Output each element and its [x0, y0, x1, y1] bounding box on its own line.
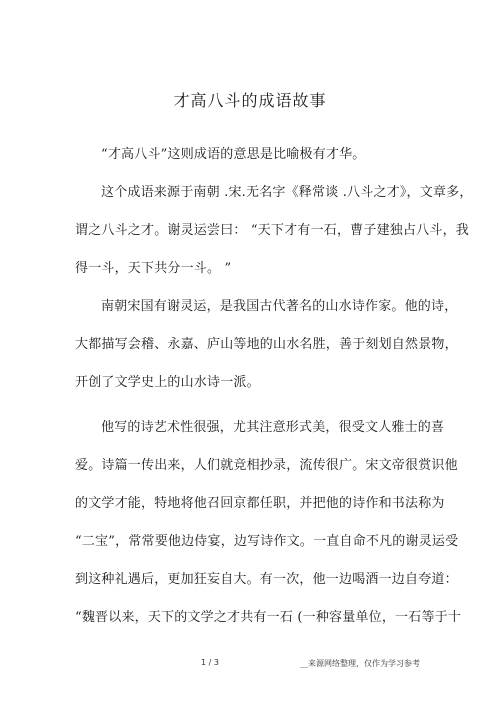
- body-line: 爱。诗篇一传出来，人们就竞相抄录，流传很广。宋文帝很赏识他: [75, 458, 458, 473]
- body-line: 他写的诗艺术性很强，尤其注意形式美，很受文人雅士的喜: [101, 420, 445, 435]
- body-line: 开创了文学史上的山水诗一派。: [75, 375, 260, 390]
- body-line: 到这种礼遇后，更加狂妄自大。有一次，他一边喝酒一边自夸道：: [75, 572, 458, 587]
- body-line: 得一斗，天下共分一斗。 ”: [75, 261, 232, 276]
- body-line: 南朝宋国有谢灵运，是我国古代著名的山水诗作家。他的诗，: [101, 299, 458, 314]
- body-line: “才高八斗”这则成语的意思是比喻极有才华。: [101, 147, 366, 162]
- body-line: “魏晋以来，天下的文学之才共有一石 (一种容量单位，一石等于十: [75, 610, 462, 625]
- body-line: 的文学才能，特地将他召回京都任职，并把他的诗作和书法称为: [75, 496, 445, 511]
- body-line: 这个成语来源于南朝 .宋.无名字《释常谈 .八斗之才》，文章多，: [101, 185, 473, 200]
- body-line: 谓之八斗之才。谢灵运尝曰： “天下才有一石，曹子建独占八斗，我: [75, 223, 469, 238]
- body-line: 大都描写会稽、永嘉、庐山等地的山水名胜，善于刻划自然景物，: [75, 337, 458, 352]
- page-title: 才高八斗的成语故事: [173, 91, 327, 110]
- footer-note: __来源网络整理，仅作为学习参考: [300, 659, 420, 668]
- body-line: “二宝”，常常要他边侍宴，边写诗作文。一直自命不凡的谢灵运受: [75, 534, 459, 549]
- page-number: 1 / 3: [201, 658, 219, 667]
